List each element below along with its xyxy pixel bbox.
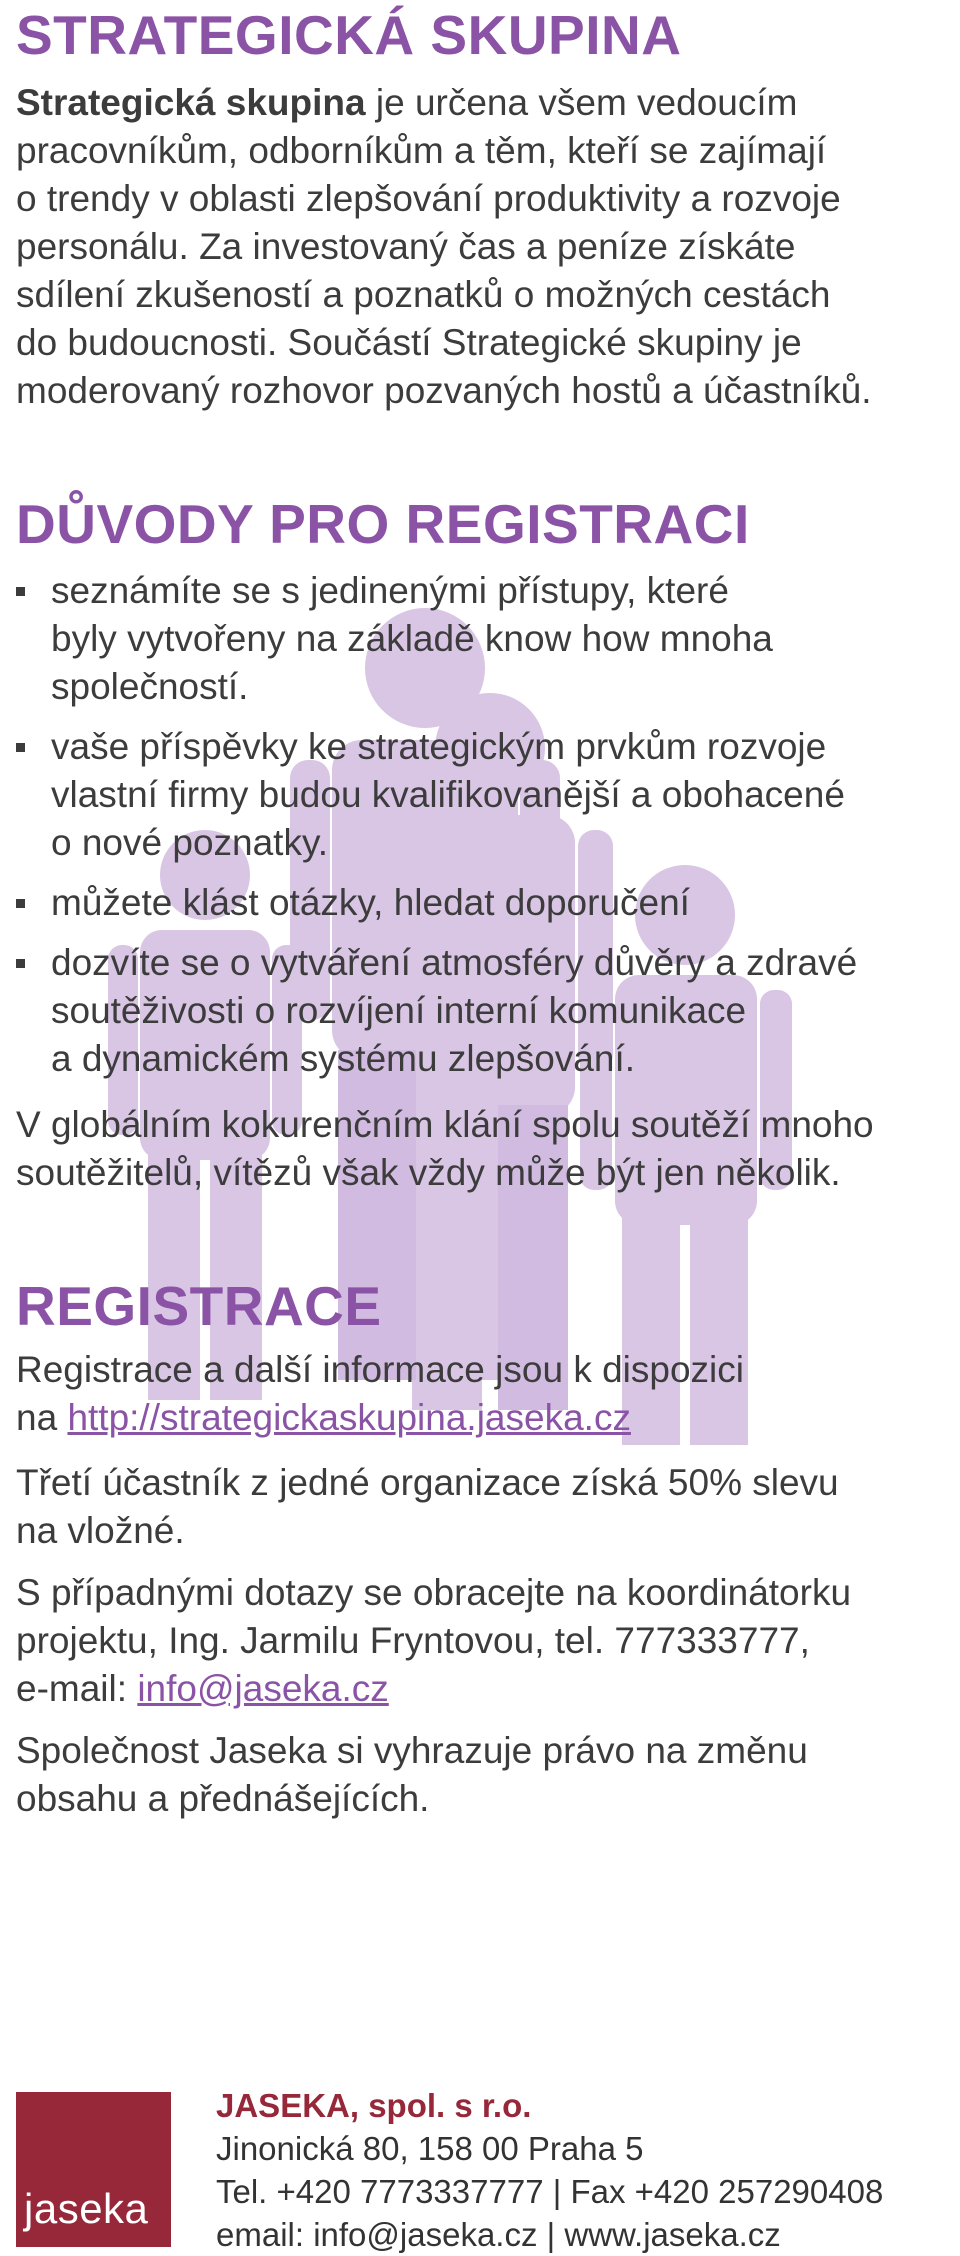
list-item-line: o nové poznatky. (51, 822, 328, 863)
closing-line: V globálním kokurenčním klání spolu soutěží mnoho (16, 1104, 874, 1145)
discount-line: na vložné. (16, 1510, 185, 1551)
list-item-line: seznámíte se s jedinenými přístupy, které (51, 570, 729, 611)
logo-text: jaseka (24, 2185, 149, 2232)
intro-paragraph (16, 79, 872, 415)
registration-info (16, 1346, 744, 1442)
email-prefix: e-mail: (16, 1668, 138, 1709)
footer-address: Jinonická 80, 158 00 Praha 5 (216, 2130, 644, 2167)
email-link[interactable]: info@jaseka.cz (137, 1668, 389, 1709)
jaseka-logo (16, 2092, 171, 2247)
list-item-line: společností. (51, 666, 249, 707)
list-item-line: dozvíte se o vytváření atmosféry důvěry a zdravé (51, 942, 858, 983)
list-item-line: soutěživosti o rozvíjení interní komunikace (51, 990, 747, 1031)
list-item-line: byly vytvořeny na základě know how mnoha (51, 618, 773, 659)
footer-company: JASEKA, spol. s r.o. (216, 2087, 532, 2124)
closing-line: soutěžitelů, vítězů však vždy může být jen několik. (16, 1152, 841, 1193)
discount-note (16, 1459, 839, 1555)
reasons-closing (16, 1101, 874, 1197)
discount-line: Třetí účastník z jedné organizace získá 50% slevu (16, 1462, 839, 1503)
disclaimer-line: obsahu a přednášejících. (16, 1778, 430, 1819)
footer-phone-fax: Tel. +420 7773337777 | Fax +420 257290408 (216, 2173, 884, 2210)
registration-info-prefix: na (16, 1397, 68, 1438)
registration-info-line: Registrace a další informace jsou k dispozici (16, 1349, 744, 1390)
list-item (16, 567, 946, 711)
bullet-icon (16, 899, 25, 908)
reasons-title: DŮVODY PRO REGISTRACI (16, 493, 750, 555)
intro-line: je určena všem vedoucím (365, 82, 798, 123)
list-item (16, 723, 946, 867)
disclaimer-line: Společnost Jaseka si vyhrazuje právo na změnu (16, 1730, 808, 1771)
disclaimer (16, 1727, 808, 1823)
contact-note (16, 1569, 851, 1713)
list-item (16, 939, 946, 1083)
list-item-line: a dynamickém systému zlepšování. (51, 1038, 636, 1079)
intro-title: STRATEGICKÁ SKUPINA (16, 4, 682, 66)
bullet-icon (16, 959, 25, 968)
bullet-icon (16, 743, 25, 752)
footer-contact (216, 2085, 883, 2256)
intro-line: o trendy v oblasti zlepšování produktivity a rozvoje (16, 178, 841, 219)
intro-lead-bold: Strategická skupina (16, 82, 366, 123)
registration-url-link[interactable]: http://strategickaskupina.jaseka.cz (67, 1397, 631, 1438)
intro-line: sdílení zkušeností a poznatků o možných cestách (16, 274, 831, 315)
list-item (16, 879, 946, 927)
registration-title: REGISTRACE (16, 1275, 382, 1337)
list-item-line: vlastní firmy budou kvalifikovanější a obohacené (51, 774, 845, 815)
footer-email-web: email: info@jaseka.cz | www.jaseka.cz (216, 2216, 781, 2253)
bullet-icon (16, 587, 25, 596)
intro-line: personálu. Za investovaný čas a peníze získáte (16, 226, 796, 267)
intro-line: moderovaný rozhovor pozvaných hostů a účastníků. (16, 370, 872, 411)
list-item-line: vaše příspěvky ke strategickým prvkům rozvoje (51, 726, 827, 767)
intro-line: do budoucnosti. Součástí Strategické skupiny je (16, 322, 802, 363)
contact-line: projektu, Ing. Jarmilu Fryntovou, tel. 777333777, (16, 1620, 810, 1661)
reasons-list (16, 567, 946, 1095)
list-item-line: můžete klást otázky, hledat doporučení (51, 882, 690, 923)
intro-line: pracovníkům, odborníkům a těm, kteří se zajímají (16, 130, 827, 171)
contact-line: S případnými dotazy se obracejte na koordinátorku (16, 1572, 852, 1613)
